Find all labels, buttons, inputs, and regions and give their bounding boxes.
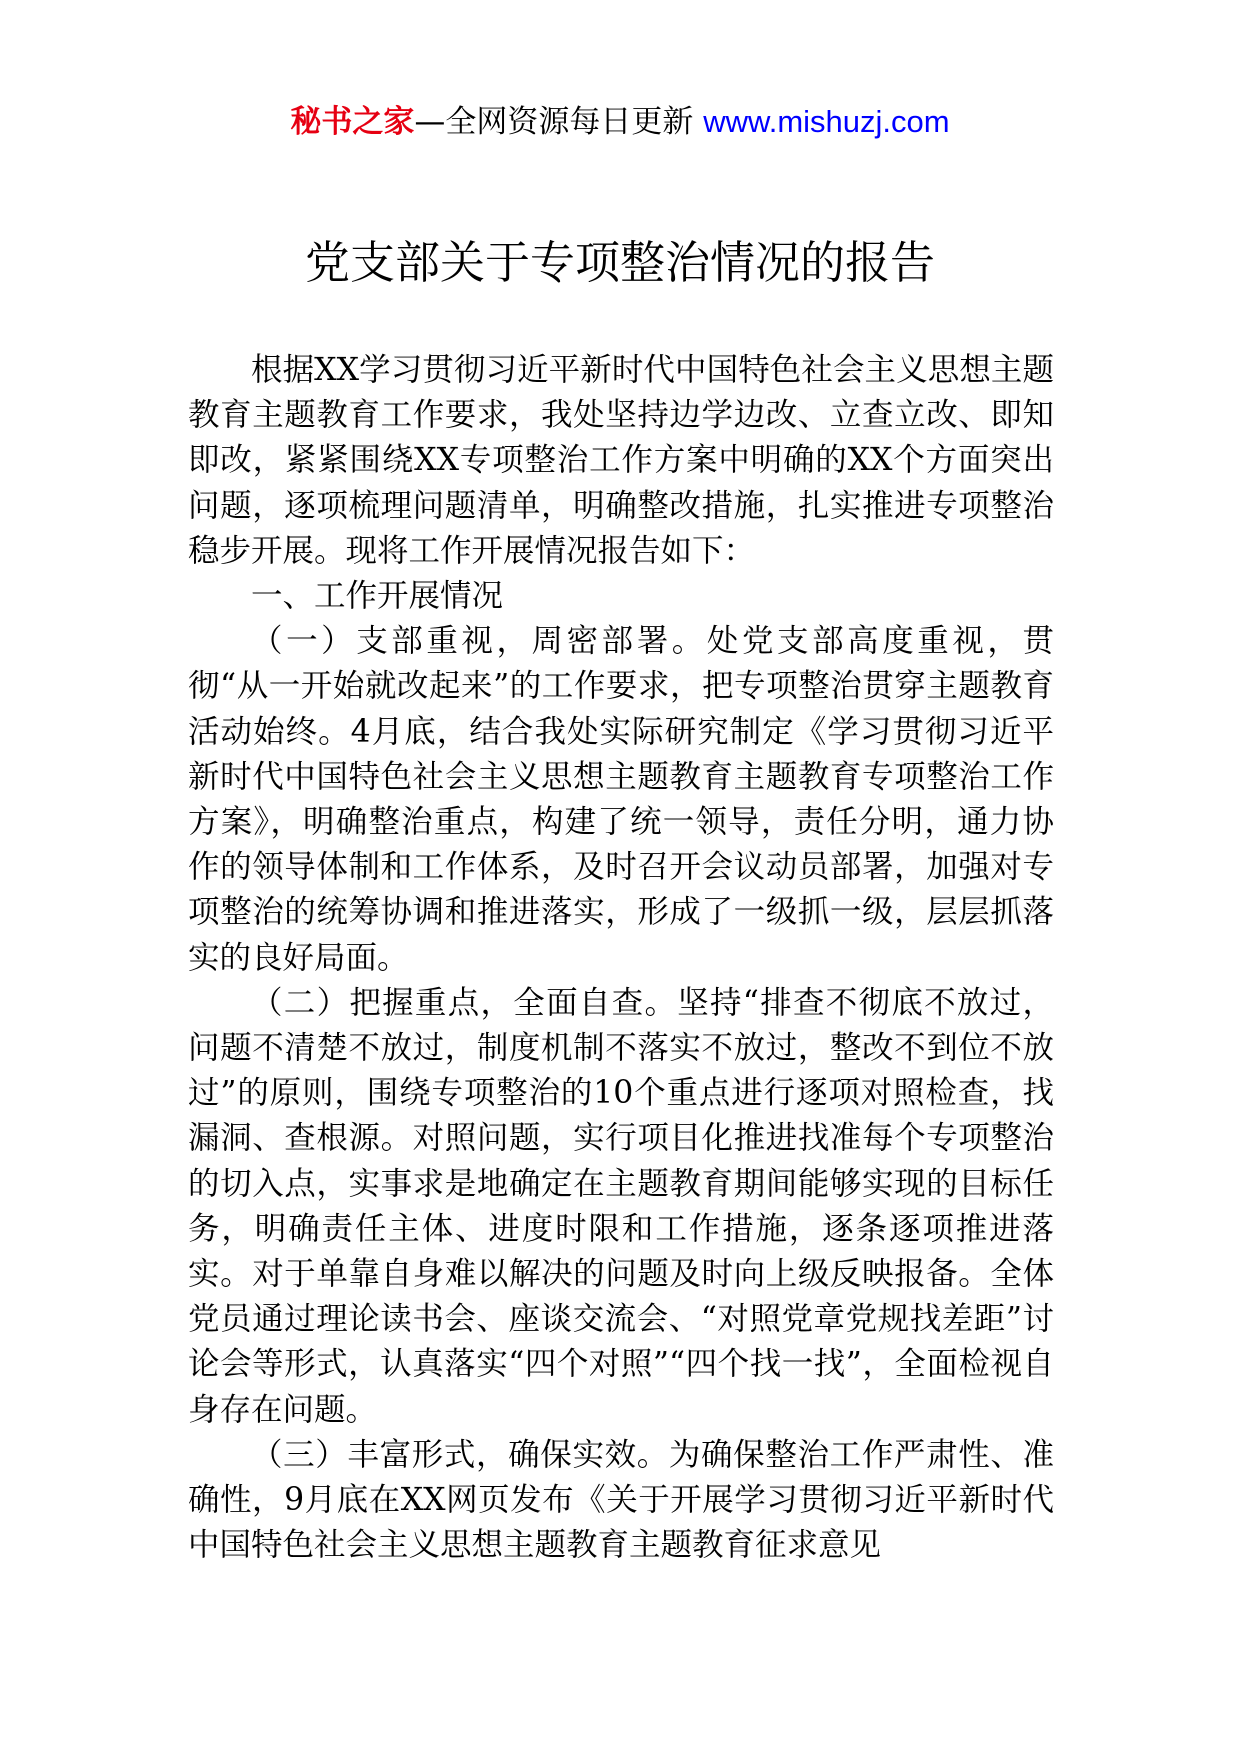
site-banner	[0, 100, 1240, 144]
paragraph-part-2: （二）把握重点，全面自查。坚持“排查不彻底不放过，问题不清楚不放过，制度机制不落实不放过，整改不到位不放过”的原则，围绕专项整治的10个重点进行逐项对照检查，找漏洞、查根源。对照问题，实行项目化推进找准每个专项整治的切入点，实事求是地确定在主题教育期间能够实现的目标任务，明确责任主体、进度时限和工作措施，逐条逐项推进落实。对于单靠自身难以解决的问题及时向上级反映报备。全体党员通过理论读书会、座谈交流会、“对照党章党规找差距”讨论会等形式，认真落实“四个对照”“四个找一找”，全面检视自身存在问题。	[188, 984, 1054, 1428]
document-body	[188, 348, 1054, 1568]
document-title: 党支部关于专项整治情况的报告	[304, 236, 935, 289]
site-name: 秘书之家	[290, 104, 415, 140]
paragraph-part-3: （三）丰富形式，确保实效。为确保整治工作严肃性、准确性，9月底在XX网页发布《关于开展学习贯彻习近平新时代中国特色社会主义思想主题教育主题教育征求意见	[188, 1436, 1054, 1564]
paragraph-part-1: （一）支部重视，周密部署。处党支部高度重视，贯彻“从一开始就改起来”的工作要求，把专项整治贯穿主题教育活动始终。4月底，结合我处实际研究制定《学习贯彻习近平新时代中国特色社会主义思想主题教育主题教育专项整治工作方案》，明确整治重点，构建了统一领导，责任分明，通力协作的领导体制和工作体系，及时召开会议动员部署，加强对专项整治的统筹协调和推进落实，形成了一级抓一级，层层抓落实的良好局面。	[188, 623, 1054, 976]
intro-paragraph: 根据XX学习贯彻习近平新时代中国特色社会主义思想主题教育主题教育工作要求，我处坚持边学边改、立查立改、即知即改，紧紧围绕XX专项整治工作方案中明确的XX个方面突出问题，逐项梳理问题清单，明确整改措施，扎实推进专项整治稳步开展。现将工作开展情况报告如下：	[188, 352, 1054, 569]
section-heading: 一、工作开展情况	[251, 578, 504, 615]
site-slogan: —全网资源每日更新	[414, 104, 694, 140]
site-url-link[interactable]: www.mishuzj.com	[703, 104, 950, 139]
